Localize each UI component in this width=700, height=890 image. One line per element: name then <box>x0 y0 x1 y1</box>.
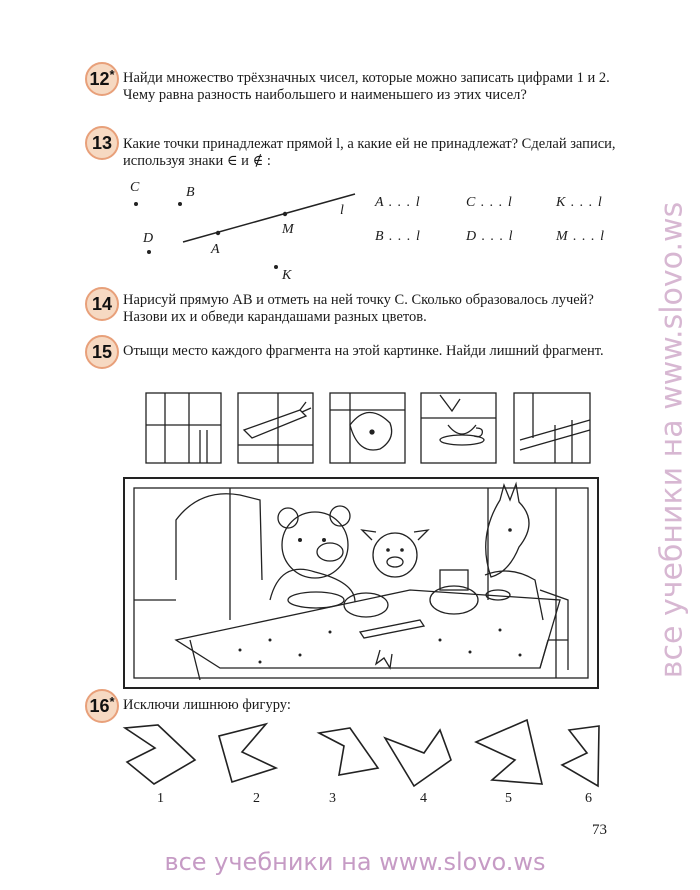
figure-label-4: 4 <box>420 791 427 806</box>
label-b: B <box>186 185 195 200</box>
task-12-number: 12 <box>89 69 110 89</box>
label-a: A <box>211 242 220 257</box>
task-16-number: 16 <box>89 696 110 716</box>
page-number: 73 <box>592 822 607 838</box>
task-12-star: * <box>109 67 115 82</box>
relation-a: A . . . l <box>375 195 421 210</box>
figure-6 <box>562 726 599 786</box>
relation-d: D . . . l <box>466 229 514 244</box>
figure-4 <box>385 730 451 786</box>
figure-3 <box>319 728 378 775</box>
relation-k: K . . . l <box>556 195 603 210</box>
figure-5 <box>476 720 542 784</box>
relation-b: B . . . l <box>375 229 421 244</box>
figure-2 <box>219 724 276 782</box>
figure-label-5: 5 <box>505 791 512 806</box>
task-15-text: Отыщи место каждого фрагмента на этой картинке. Найди лишний фрагмент. <box>123 343 604 359</box>
relation-c: C . . . l <box>466 195 513 210</box>
figure-label-3: 3 <box>329 791 336 806</box>
label-k: K <box>282 268 292 283</box>
label-d: D <box>143 231 154 246</box>
task-12-text: Найди множество трёхзначных чисел, которые можно записать цифрами 1 и 2. Чему равна разность наибольшего и наименьшего из этих чисел? <box>123 70 610 103</box>
side-watermark-text: все учебники на www.slovo.ws <box>654 201 690 679</box>
label-line-l: l <box>340 203 344 218</box>
task-15-number: 15 <box>91 342 113 362</box>
figure-label-1: 1 <box>157 791 164 806</box>
task-14-text: Нарисуй прямую AB и отметь на ней точку C. Сколько образовалось лучей? Назови их и обведи карандашами разных цветов. <box>123 292 594 325</box>
relation-m: M . . . l <box>556 229 606 244</box>
label-c: C <box>130 180 140 195</box>
side-watermark <box>647 120 697 760</box>
figure-label-6: 6 <box>585 791 592 806</box>
task-16-star: * <box>109 694 115 709</box>
task-14-number: 14 <box>91 294 113 314</box>
bottom-watermark: все учебники на www.slovo.ws <box>164 848 546 876</box>
figure-1 <box>125 725 195 784</box>
figure-label-2: 2 <box>253 791 260 806</box>
task-16-text: Исключи лишнюю фигуру: <box>123 697 291 713</box>
task-13-number: 13 <box>91 133 113 153</box>
label-m: M <box>282 222 294 237</box>
task-13-text: Какие точки принадлежат прямой l, а какие ей не принадлежат? Сделай записи, используя знаки ∈ и ∉ : <box>123 136 616 169</box>
